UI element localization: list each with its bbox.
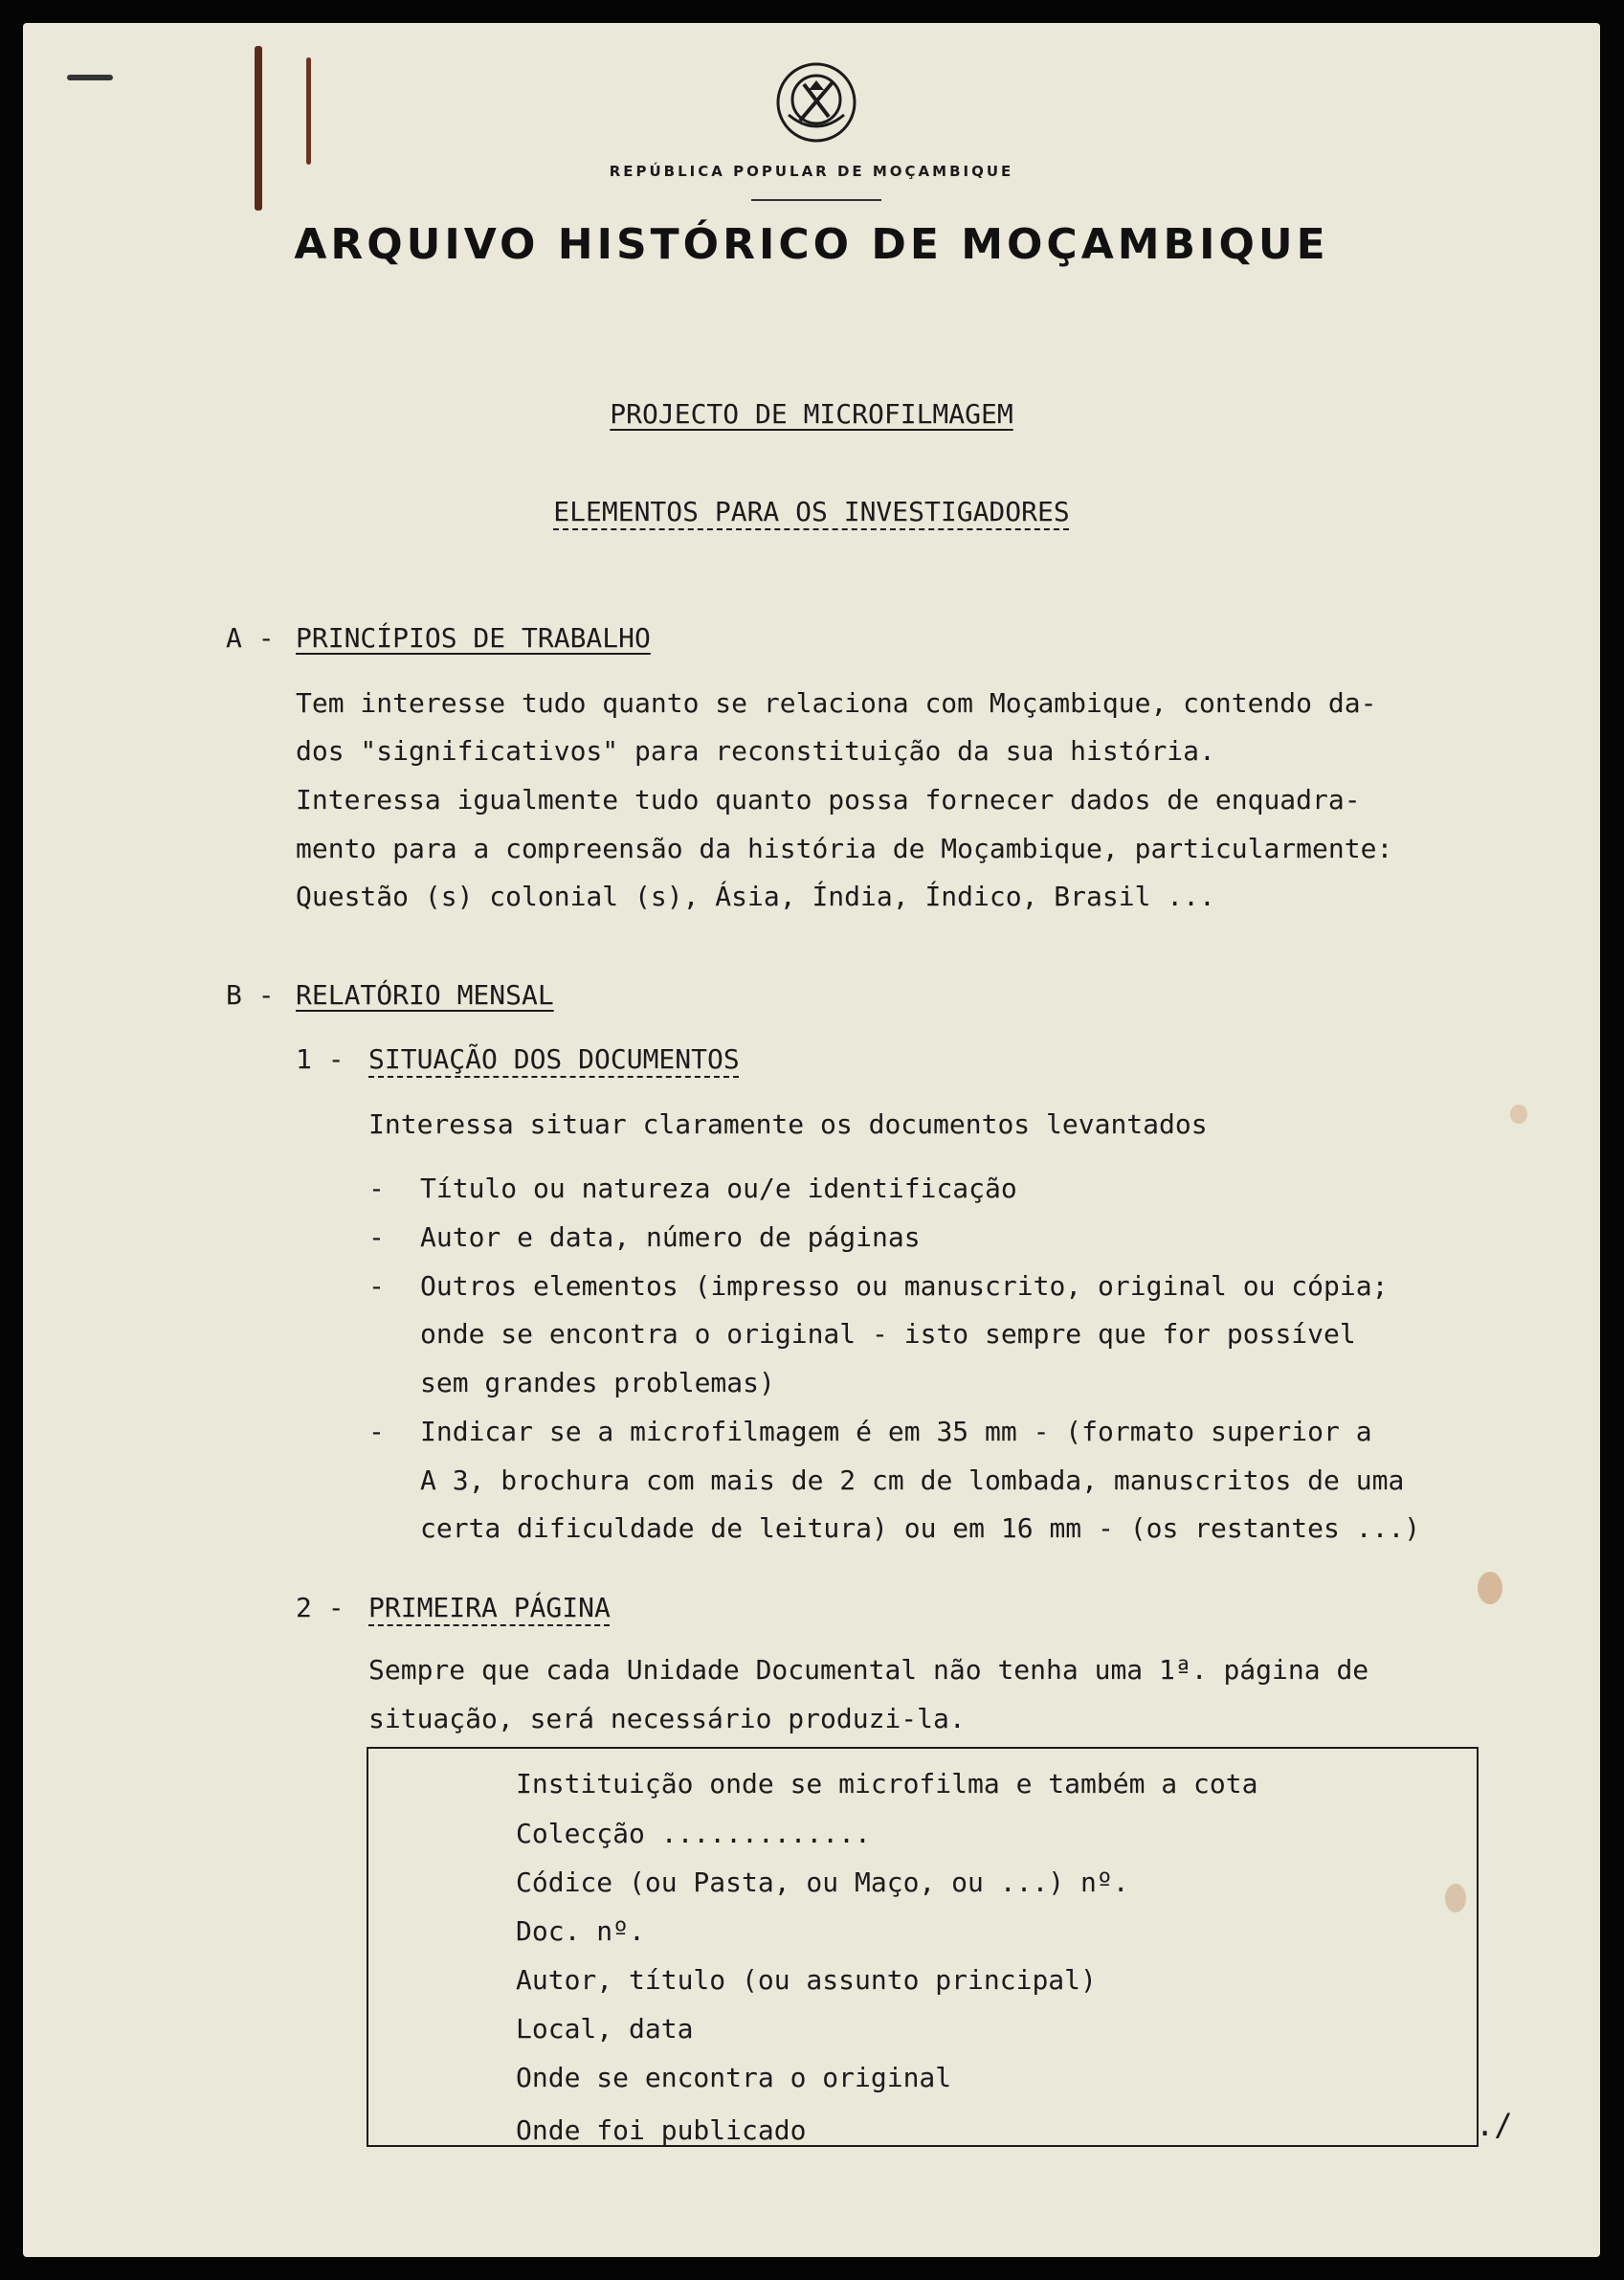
ink-dash: [67, 75, 113, 80]
box-line: Instituição onde se microfilma e também a cota: [516, 1768, 1258, 1799]
paragraph-line: Interessa igualmente tudo quanto possa fornecer dados de enquadra-: [296, 784, 1361, 816]
list-item-continued: A 3, brochura com mais de 2 cm de lombada, manuscritos de uma: [420, 1464, 1405, 1496]
paragraph-line: mento para a compreensão da história de Moçambique, particularmente:: [296, 833, 1393, 864]
foxing-spot: [1478, 1572, 1502, 1604]
list-item: Indicar se a microfilmagem é em 35 mm - (formato superior a: [420, 1416, 1372, 1447]
rust-stain-left: [255, 46, 262, 211]
box-line: Onde foi publicado: [516, 2114, 807, 2146]
subsection-1-heading: SITUAÇÃO DOS DOCUMENTOS: [368, 1043, 740, 1075]
box-line: Onde se encontra o original: [516, 2062, 952, 2093]
list-item: Outros elementos (impresso ou manuscrito, original ou cópia;: [420, 1270, 1389, 1302]
bullet-dash: -: [368, 1270, 385, 1302]
list-item-continued: certa dificuldade de leitura) ou em 16 mm - (os restantes ...): [420, 1512, 1421, 1544]
paragraph-line: Sempre que cada Unidade Documental não tenha uma 1ª. página de: [368, 1654, 1369, 1686]
list-item: Título ou natureza ou/e identificação: [420, 1173, 1017, 1204]
bullet-dash: -: [368, 1416, 385, 1447]
box-line: Códice (ou Pasta, ou Maço, ou ...) nº.: [516, 1866, 1129, 1898]
republic-heading: REPÚBLICA POPULAR DE MOÇAMBIQUE: [609, 163, 1014, 180]
section-b-heading: RELATÓRIO MENSAL: [296, 979, 554, 1011]
header-divider: [751, 199, 881, 201]
rust-stain-right: [306, 57, 311, 165]
subsection-1-intro: Interessa situar claramente os documentos levantados: [368, 1108, 1208, 1140]
archive-title: ARQUIVO HISTÓRICO DE MOÇAMBIQUE: [294, 220, 1329, 269]
paragraph-line: Tem interesse tudo quanto se relaciona com Moçambique, contendo da-: [296, 687, 1377, 719]
project-title: PROJECTO DE MICROFILMAGEM: [610, 398, 1013, 430]
box-line: Local, data: [516, 2013, 694, 2045]
national-emblem-icon: [775, 61, 857, 144]
bullet-dash: -: [368, 1221, 385, 1253]
section-b-label: B -: [226, 979, 275, 1011]
list-item: Autor e data, número de páginas: [420, 1221, 921, 1253]
list-item-continued: sem grandes problemas): [420, 1367, 775, 1398]
page-continuation-mark: ./: [1476, 2107, 1513, 2143]
subsection-1-label: 1 -: [296, 1043, 345, 1075]
bullet-dash: -: [368, 1173, 385, 1204]
paragraph-line: Questão (s) colonial (s), Ásia, Índia, Índico, Brasil ...: [296, 881, 1215, 912]
section-a-heading: PRINCÍPIOS DE TRABALHO: [296, 622, 651, 654]
section-a-label: A -: [226, 622, 275, 654]
document-subtitle: ELEMENTOS PARA OS INVESTIGADORES: [553, 496, 1070, 527]
document-page: [23, 23, 1600, 2257]
list-item-continued: onde se encontra o original - isto sempre que for possível: [420, 1318, 1356, 1350]
paragraph-line: situação, será necessário produzi-la.: [368, 1703, 966, 1734]
box-line: Autor, título (ou assunto principal): [516, 1964, 1097, 1996]
subsection-2-label: 2 -: [296, 1592, 345, 1623]
box-line: Colecção .............: [516, 1818, 871, 1849]
subsection-2-heading: PRIMEIRA PÁGINA: [368, 1592, 611, 1623]
paragraph-line: dos "significativos" para reconstituição da sua história.: [296, 735, 1215, 767]
box-line: Doc. nº.: [516, 1915, 645, 1947]
foxing-spot: [1510, 1105, 1527, 1124]
